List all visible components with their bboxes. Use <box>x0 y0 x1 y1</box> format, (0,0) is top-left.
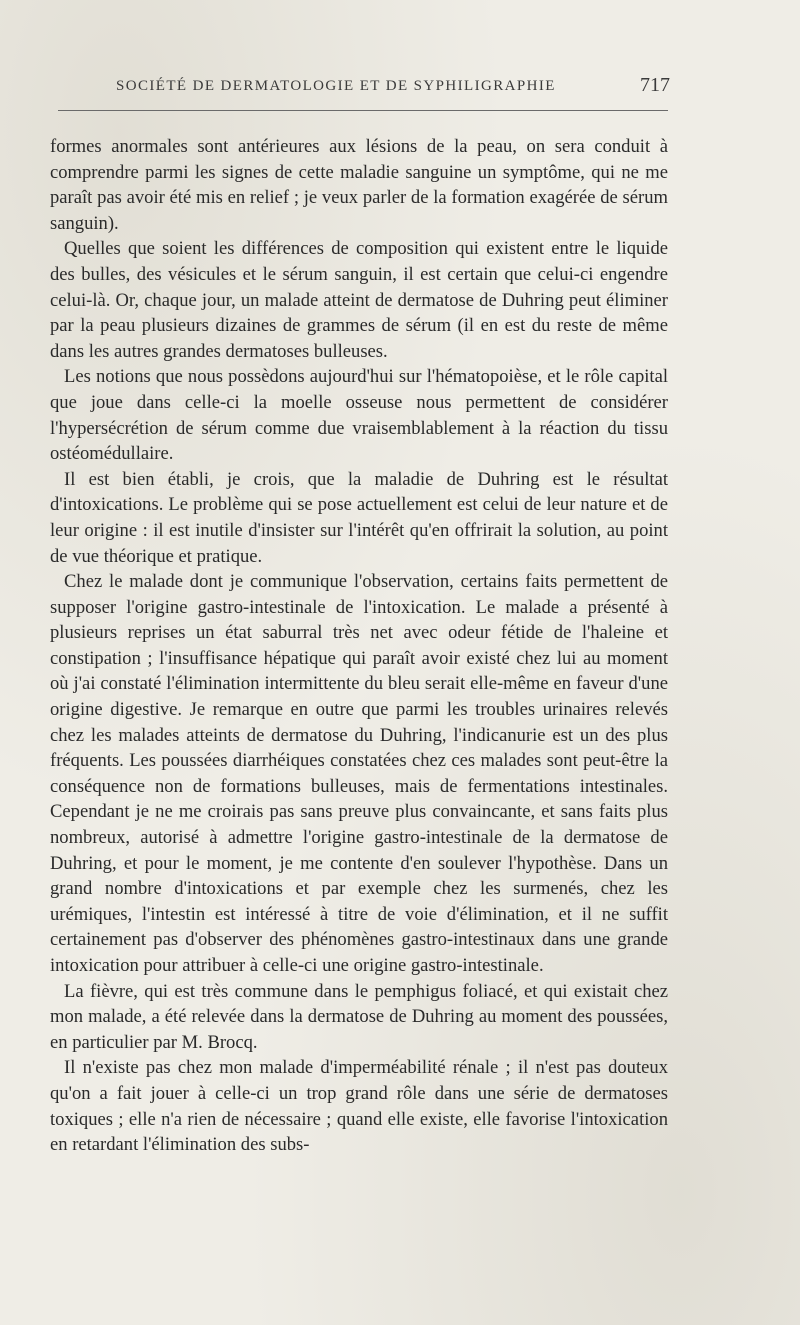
body-text <box>50 134 668 1158</box>
paragraph-4: Il est bien établi, je crois, que la maladie de Duhring est le résultat d'intoxications. Le problème qui se pose actuellement est celui de leur nature et de leur origine : il est inutile d'insister sur l'intérêt qu'en offrirait la solution, au point de vue théorique et pratique. <box>50 468 668 567</box>
paragraph-6: La fièvre, qui est très commune dans le pemphigus foliacé, et qui existait chez mon malade, a été relevée dans la dermatose de Duhring au moment des poussées, en particulier par M. Brocq. <box>50 980 668 1053</box>
paragraph-3: Les notions que nous possèdons aujourd'hui sur l'hématopoièse, et le rôle capital que joue dans celle-ci la moelle osseuse nous permettent de considérer l'hypersécrétion de sérum comme due vraisemblablement à la réaction du tissu ostéomédullaire. <box>50 366 668 465</box>
paragraph-2: Quelles que soient les différences de composition qui existent entre le liquide des bulles, des vésicules et le sérum sanguin, il est certain que celui-ci engendre celui-là. Or, chaque jour, un malade atteint de dermatose de Duhring peut éliminer par la peau plusieurs dizaines de grammes de sérum (il en est du reste de même dans les autres grandes dermatoses bulleuses. <box>50 238 668 362</box>
running-title: SOCIÉTÉ DE DERMATOLOGIE ET DE SYPHILIGRAPHIE <box>116 78 556 94</box>
header-rule <box>58 110 668 111</box>
page-number: 717 <box>640 74 670 96</box>
paragraph-1: formes anormales sont antérieures aux lésions de la peau, on sera conduit à comprendre parmi les signes de cette maladie sanguine un symptôme, qui ne me paraît pas avoir été mis en relief ; je veux parler de la formation exagérée de sérum sanguin). <box>50 136 668 234</box>
running-head <box>58 74 670 104</box>
paragraph-5: Chez le malade dont je communique l'observation, certains faits permettent de supposer l'origine gastro-intestinale de l'intoxication. Le malade a présenté à plusieurs reprises un état saburral très net avec odeur fétide de l'haleine et constipation ; l'insuffisance hépatique qui paraît avoir existé chez lui au moment où j'ai constaté l'élimination intermittente du bleu serait elle-même en faveur d'une origine digestive. Je remarque en outre que parmi les troubles urinaires relevés chez les malades atteints de dermatose du Duhring, l'indicanurie est un des plus fréquents. Les poussées diarrhéiques constatées chez ces malades sont peut-être la conséquence non de formations bulleuses, mais de fermentations intestinales. Cependant je ne me croirais pas sans preuve plus convaincante, et sans faits plus nombreux, autorisé à admettre l'origine gastro-intestinale de la dermatose de Duhring, et pour le moment, je me contente d'en soulever l'hypothèse. Dans un grand nombre d'intoxications et par exemple chez les surmenés, chez les urémiques, l'intestin est intéressé à titre de voie d'élimination, et il ne suffit certainement pas d'observer des phénomènes gastro-intestinaux dans une grande intoxication pour attribuer à celle-ci une origine gastro-intestinale. <box>50 571 668 976</box>
paragraph-7: Il n'existe pas chez mon malade d'imperméabilité rénale ; il n'est pas douteux qu'on a fait jouer à celle-ci un trop grand rôle dans une série de dermatoses toxiques ; elle n'a rien de nécessaire ; quand elle existe, elle favorise l'intoxication en retardant l'élimination des subs- <box>50 1057 668 1156</box>
